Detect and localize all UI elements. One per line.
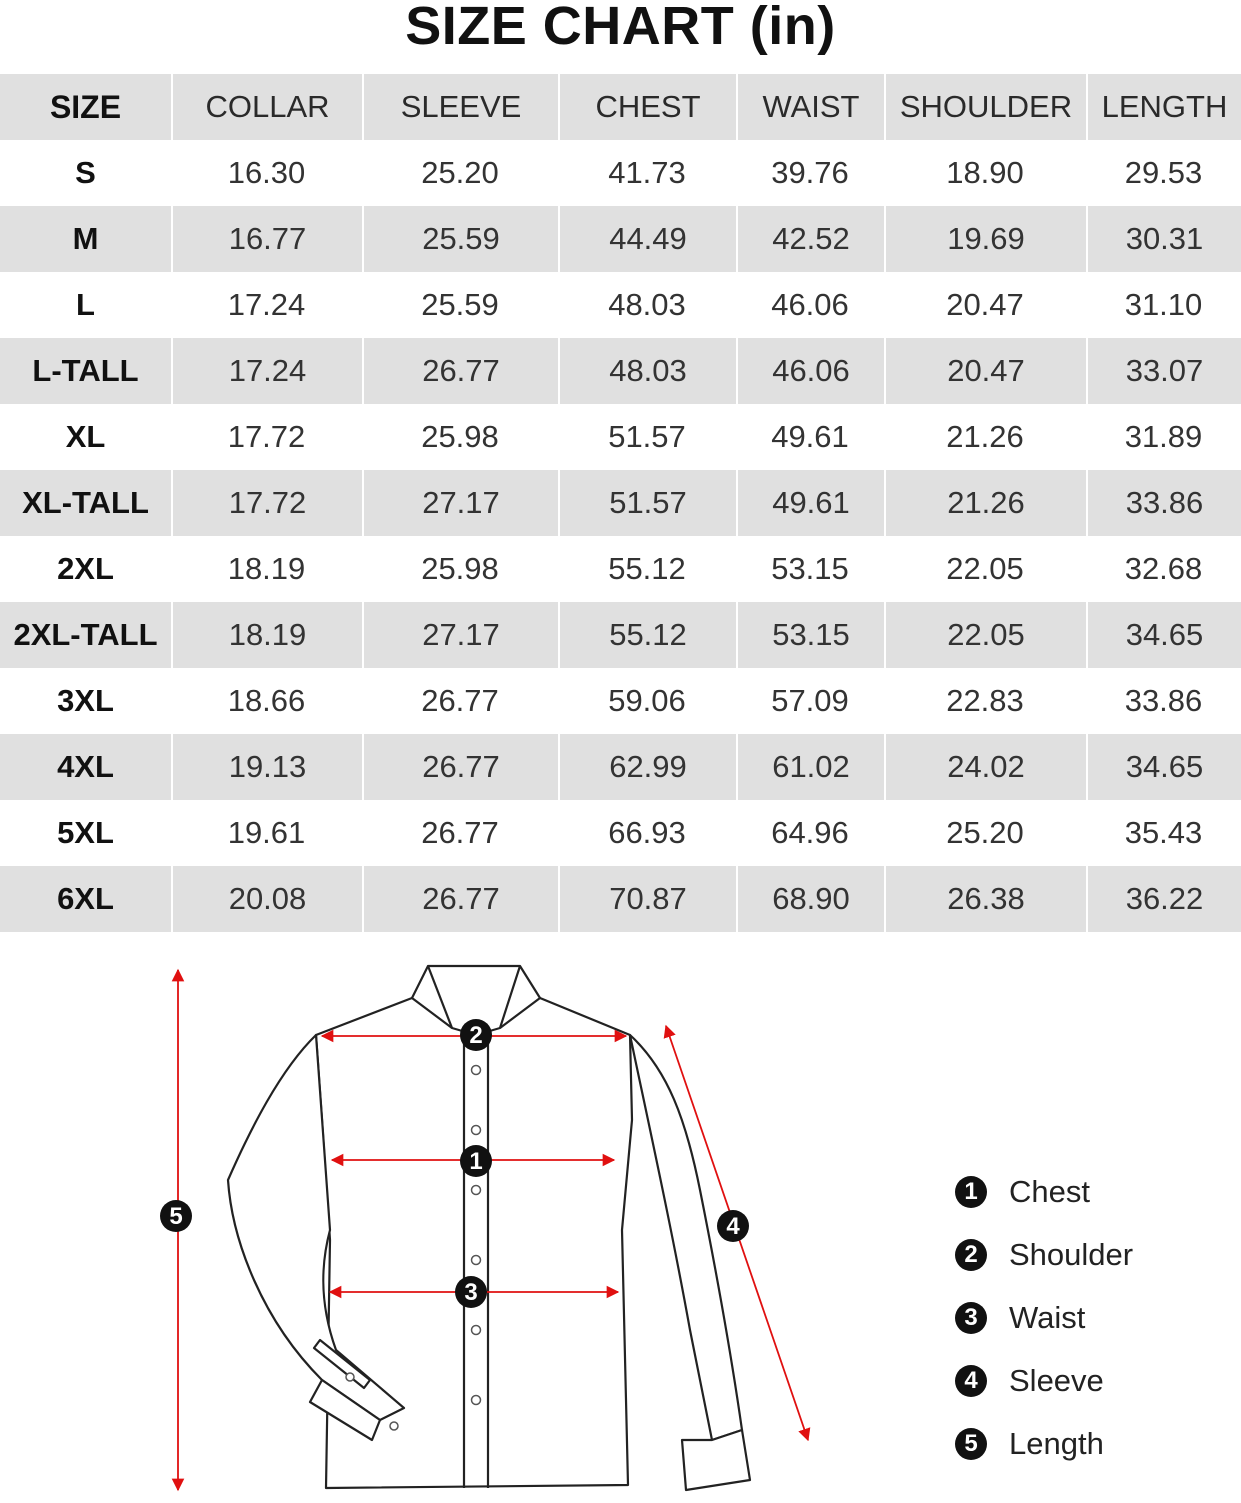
- cell-sleeve: 25.20: [421, 155, 499, 190]
- cell-chest: 48.03: [608, 287, 686, 322]
- cell-sleeve: 25.98: [421, 419, 499, 454]
- cell-waist: 53.15: [771, 551, 849, 586]
- cell-chest: 55.12: [608, 551, 686, 586]
- legend-item-shoulder: [955, 1223, 1133, 1286]
- cell-collar: 16.30: [227, 155, 306, 190]
- marker-chest-label: 1: [469, 1148, 483, 1175]
- cell-collar: 18.19: [227, 551, 306, 586]
- marker-waist: [455, 1276, 487, 1308]
- legend-label: Shoulder: [1009, 1236, 1134, 1272]
- cell-sleeve: 25.59: [421, 287, 499, 322]
- legend-label: Length: [1009, 1425, 1104, 1461]
- cell-size: XL-TALL: [22, 485, 149, 520]
- cell-waist: 49.61: [736, 470, 884, 536]
- cell-chest: 41.73: [608, 155, 686, 190]
- page-title: SIZE CHART (in): [405, 0, 836, 56]
- cell-chest: 66.93: [608, 815, 686, 850]
- legend-number: 1: [955, 1176, 987, 1208]
- table-row: [0, 734, 1241, 800]
- cell-waist: 57.09: [771, 683, 849, 718]
- cell-waist: 46.06: [771, 287, 849, 322]
- cell-sleeve: 26.77: [362, 338, 558, 404]
- cell-size: 2XL-TALL: [13, 617, 158, 652]
- cell-chest: 59.06: [608, 683, 686, 718]
- cell-shoulder: 21.26: [946, 419, 1024, 454]
- cell-waist: 64.96: [771, 815, 849, 850]
- cell-size: S: [75, 155, 96, 190]
- cell-shoulder: 20.47: [884, 338, 1086, 404]
- table-row: [0, 140, 1241, 206]
- cell-shoulder: 20.47: [946, 287, 1024, 322]
- header-length: LENGTH: [1086, 74, 1241, 140]
- marker-sleeve-label: 4: [726, 1213, 740, 1240]
- cell-size: 5XL: [57, 815, 114, 850]
- cell-length: 31.10: [1124, 287, 1203, 322]
- cell-collar: 17.24: [171, 338, 362, 404]
- cell-size: 3XL: [57, 683, 114, 718]
- cell-waist: 46.06: [736, 338, 884, 404]
- legend-label: Chest: [1009, 1173, 1090, 1209]
- cell-chest: 62.99: [558, 734, 736, 800]
- legend-number: 4: [955, 1365, 987, 1397]
- header-chest: CHEST: [558, 74, 736, 140]
- table-row: [0, 800, 1241, 866]
- cell-length: 32.68: [1124, 551, 1203, 586]
- legend-item-waist: [955, 1286, 1133, 1349]
- marker-sleeve: [717, 1210, 749, 1242]
- cell-collar: 17.72: [227, 419, 306, 454]
- table-row: [0, 866, 1241, 932]
- cell-length: 33.07: [1086, 338, 1241, 404]
- cell-size: L-TALL: [32, 353, 139, 388]
- cell-collar: 16.77: [171, 206, 362, 272]
- cell-chest: 44.49: [558, 206, 736, 272]
- header-waist: WAIST: [736, 74, 884, 140]
- cell-shoulder: 18.90: [946, 155, 1024, 190]
- cell-collar: 17.24: [227, 287, 306, 322]
- cell-shoulder: 21.26: [884, 470, 1086, 536]
- cell-sleeve: 26.77: [362, 866, 558, 932]
- cell-chest: 51.57: [608, 419, 686, 454]
- cell-sleeve: 26.77: [421, 683, 499, 718]
- cell-shoulder: 22.05: [884, 602, 1086, 668]
- cell-shoulder: 26.38: [884, 866, 1086, 932]
- table-header-row: [0, 74, 1241, 140]
- cell-shoulder: 19.69: [884, 206, 1086, 272]
- cell-length: 33.86: [1124, 683, 1203, 718]
- cell-shoulder: 22.05: [946, 551, 1024, 586]
- cell-waist: 42.52: [736, 206, 884, 272]
- cell-size: 6XL: [57, 881, 114, 916]
- header-collar: COLLAR: [171, 74, 362, 140]
- cell-shoulder: 25.20: [946, 815, 1024, 850]
- cell-length: 33.86: [1086, 470, 1241, 536]
- cell-length: 29.53: [1124, 155, 1203, 190]
- marker-chest: [460, 1145, 492, 1177]
- cell-waist: 39.76: [771, 155, 849, 190]
- cell-collar: 18.19: [171, 602, 362, 668]
- cell-chest: 48.03: [558, 338, 736, 404]
- table-row: [0, 668, 1241, 734]
- table-body: [0, 140, 1241, 932]
- table-row: [0, 536, 1241, 602]
- legend-label: Sleeve: [1009, 1362, 1104, 1398]
- table-row: [0, 272, 1241, 338]
- cell-length: 35.43: [1124, 815, 1203, 850]
- table-row: [0, 470, 1241, 536]
- cell-chest: 51.57: [558, 470, 736, 536]
- cell-length: 31.89: [1124, 419, 1203, 454]
- measurement-legend: [955, 1160, 1133, 1475]
- cell-size: XL: [65, 419, 106, 454]
- size-table: [0, 74, 1241, 932]
- cell-length: 36.22: [1086, 866, 1241, 932]
- marker-length: [160, 1200, 192, 1232]
- legend-label: Waist: [1009, 1299, 1086, 1335]
- header-shoulder: SHOULDER: [884, 74, 1086, 140]
- legend-number: 3: [955, 1302, 987, 1334]
- cell-sleeve: 26.77: [421, 815, 499, 850]
- cell-chest: 70.87: [558, 866, 736, 932]
- cell-sleeve: 25.59: [362, 206, 558, 272]
- legend-item-chest: [955, 1160, 1133, 1223]
- table-row: [0, 338, 1241, 404]
- cell-sleeve: 27.17: [362, 602, 558, 668]
- header-sleeve: SLEEVE: [362, 74, 558, 140]
- cell-sleeve: 25.98: [421, 551, 499, 586]
- cell-shoulder: 24.02: [884, 734, 1086, 800]
- cell-collar: 17.72: [171, 470, 362, 536]
- legend-number: 2: [955, 1239, 987, 1271]
- cell-length: 34.65: [1086, 734, 1241, 800]
- cell-collar: 19.13: [171, 734, 362, 800]
- cell-collar: 20.08: [171, 866, 362, 932]
- cell-size: 4XL: [57, 749, 114, 784]
- header-size: SIZE: [49, 88, 122, 125]
- cell-size: L: [76, 287, 95, 322]
- cell-collar: 19.61: [227, 815, 306, 850]
- cell-length: 30.31: [1086, 206, 1241, 272]
- cell-size: 2XL: [57, 551, 114, 586]
- marker-shoulder-label: 2: [469, 1022, 483, 1049]
- cell-chest: 55.12: [558, 602, 736, 668]
- cell-shoulder: 22.83: [946, 683, 1024, 718]
- marker-length-label: 5: [169, 1203, 183, 1230]
- legend-item-sleeve: [955, 1349, 1133, 1412]
- cell-collar: 18.66: [227, 683, 306, 718]
- cell-waist: 61.02: [736, 734, 884, 800]
- cell-sleeve: 27.17: [362, 470, 558, 536]
- marker-shoulder: [460, 1019, 492, 1051]
- cell-length: 34.65: [1086, 602, 1241, 668]
- cell-waist: 49.61: [771, 419, 849, 454]
- table-row: [0, 206, 1241, 272]
- marker-waist-label: 3: [464, 1279, 478, 1306]
- table-row: [0, 602, 1241, 668]
- table-row: [0, 404, 1241, 470]
- legend-number: 5: [955, 1428, 987, 1460]
- legend-item-length: [955, 1412, 1133, 1475]
- cell-waist: 53.15: [736, 602, 884, 668]
- cell-sleeve: 26.77: [362, 734, 558, 800]
- cell-size: M: [72, 221, 99, 256]
- cell-waist: 68.90: [736, 866, 884, 932]
